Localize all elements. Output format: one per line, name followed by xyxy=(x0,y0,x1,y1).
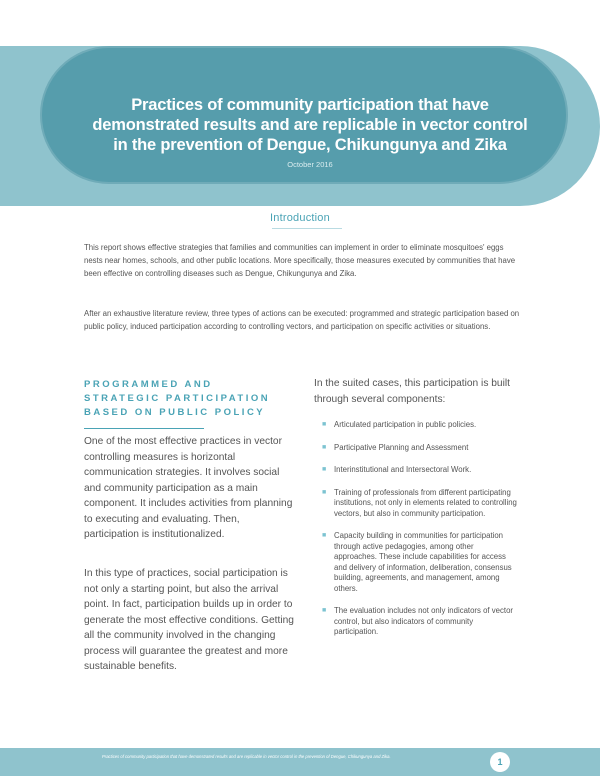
list-item-text: The evaluation includes not only indicators of vector control, but also indicators of community participation. xyxy=(334,606,513,636)
document-title: Practices of community participation that have demonstrated results and are replicable in vector control in the prevention of Dengue, Chikungunya and Zika xyxy=(92,96,528,154)
list-item xyxy=(322,531,518,594)
bullet-icon: ■ xyxy=(322,466,327,473)
list-item xyxy=(322,606,518,638)
footer-text: Practices of community participation that have demonstrated results and are replicable in vector control in the prevention of Dengue, Chikungunya and Zika. xyxy=(102,754,391,759)
bullet-icon: ■ xyxy=(322,421,327,428)
introduction-divider xyxy=(272,228,342,229)
bullet-icon: ■ xyxy=(322,443,327,451)
list-item xyxy=(322,465,518,476)
introduction-heading: Introduction xyxy=(270,212,330,224)
footer-bar xyxy=(0,748,600,776)
list-item-text: Capacity building in communities for participation through active pedagogies, among other approaches. These include capabilities for access and delivery of information, deliberation, consensus building, agreements, and management, among others. xyxy=(334,531,512,593)
introduction-paragraph: After an exhaustive literature review, three types of actions can be executed: programmed and strategic participation based on public policy, induced participation according to controlling vectors, and participation on specific activities or situations. xyxy=(84,309,520,331)
list-item xyxy=(322,443,518,454)
section-divider xyxy=(84,428,204,429)
page-number: 1 xyxy=(490,752,510,772)
document-date: October 2016 xyxy=(287,160,333,169)
bullet-icon: ■ xyxy=(322,488,327,496)
components-list xyxy=(322,420,518,638)
bullet-icon: ■ xyxy=(322,607,327,614)
list-item-text: Training of professionals from different participating institutions, not only in elements related to controlling vectors, but also in community participation. xyxy=(334,487,517,518)
list-item-text: Participative Planning and Assessment xyxy=(334,442,469,452)
body-paragraph: In this type of practices, social participation is not only a starting point, but also the arrival point. In fact, participation builds up in order to generate the most effective conditions. Getting all the community involved in the changing process will guarantee the greatest and more sustainable benefits. xyxy=(84,568,294,672)
body-paragraph: One of the most effective practices in vector controlling measures is horizontal communication strategies. It involves social and community participation as a main component. It includes activities from planning to executing and evaluating. Then, participation is institutionalized. xyxy=(84,436,293,540)
list-item-text: Interinstitutional and Intersectoral Work. xyxy=(334,465,472,474)
introduction-paragraph: This report shows effective strategies that families and communities can implement in order to eliminate mosquitoes' eggs nests near homes, schools, and other public locations. More specifically, those measures executed by communities that have been effective on controlling diseases such as Dengue, Chikungunya and Zika. xyxy=(84,243,516,278)
list-item xyxy=(322,420,518,431)
list-item-text: Articulated participation in public policies. xyxy=(334,420,477,429)
bullet-icon: ■ xyxy=(322,532,327,539)
section-heading-programmed-participation: PROGRAMMED AND STRATEGIC PARTICIPATION BASED ON PUBLIC POLICY xyxy=(84,379,271,418)
list-item xyxy=(322,488,518,520)
components-intro: In the suited cases, this participation is built through several components: xyxy=(314,378,510,405)
